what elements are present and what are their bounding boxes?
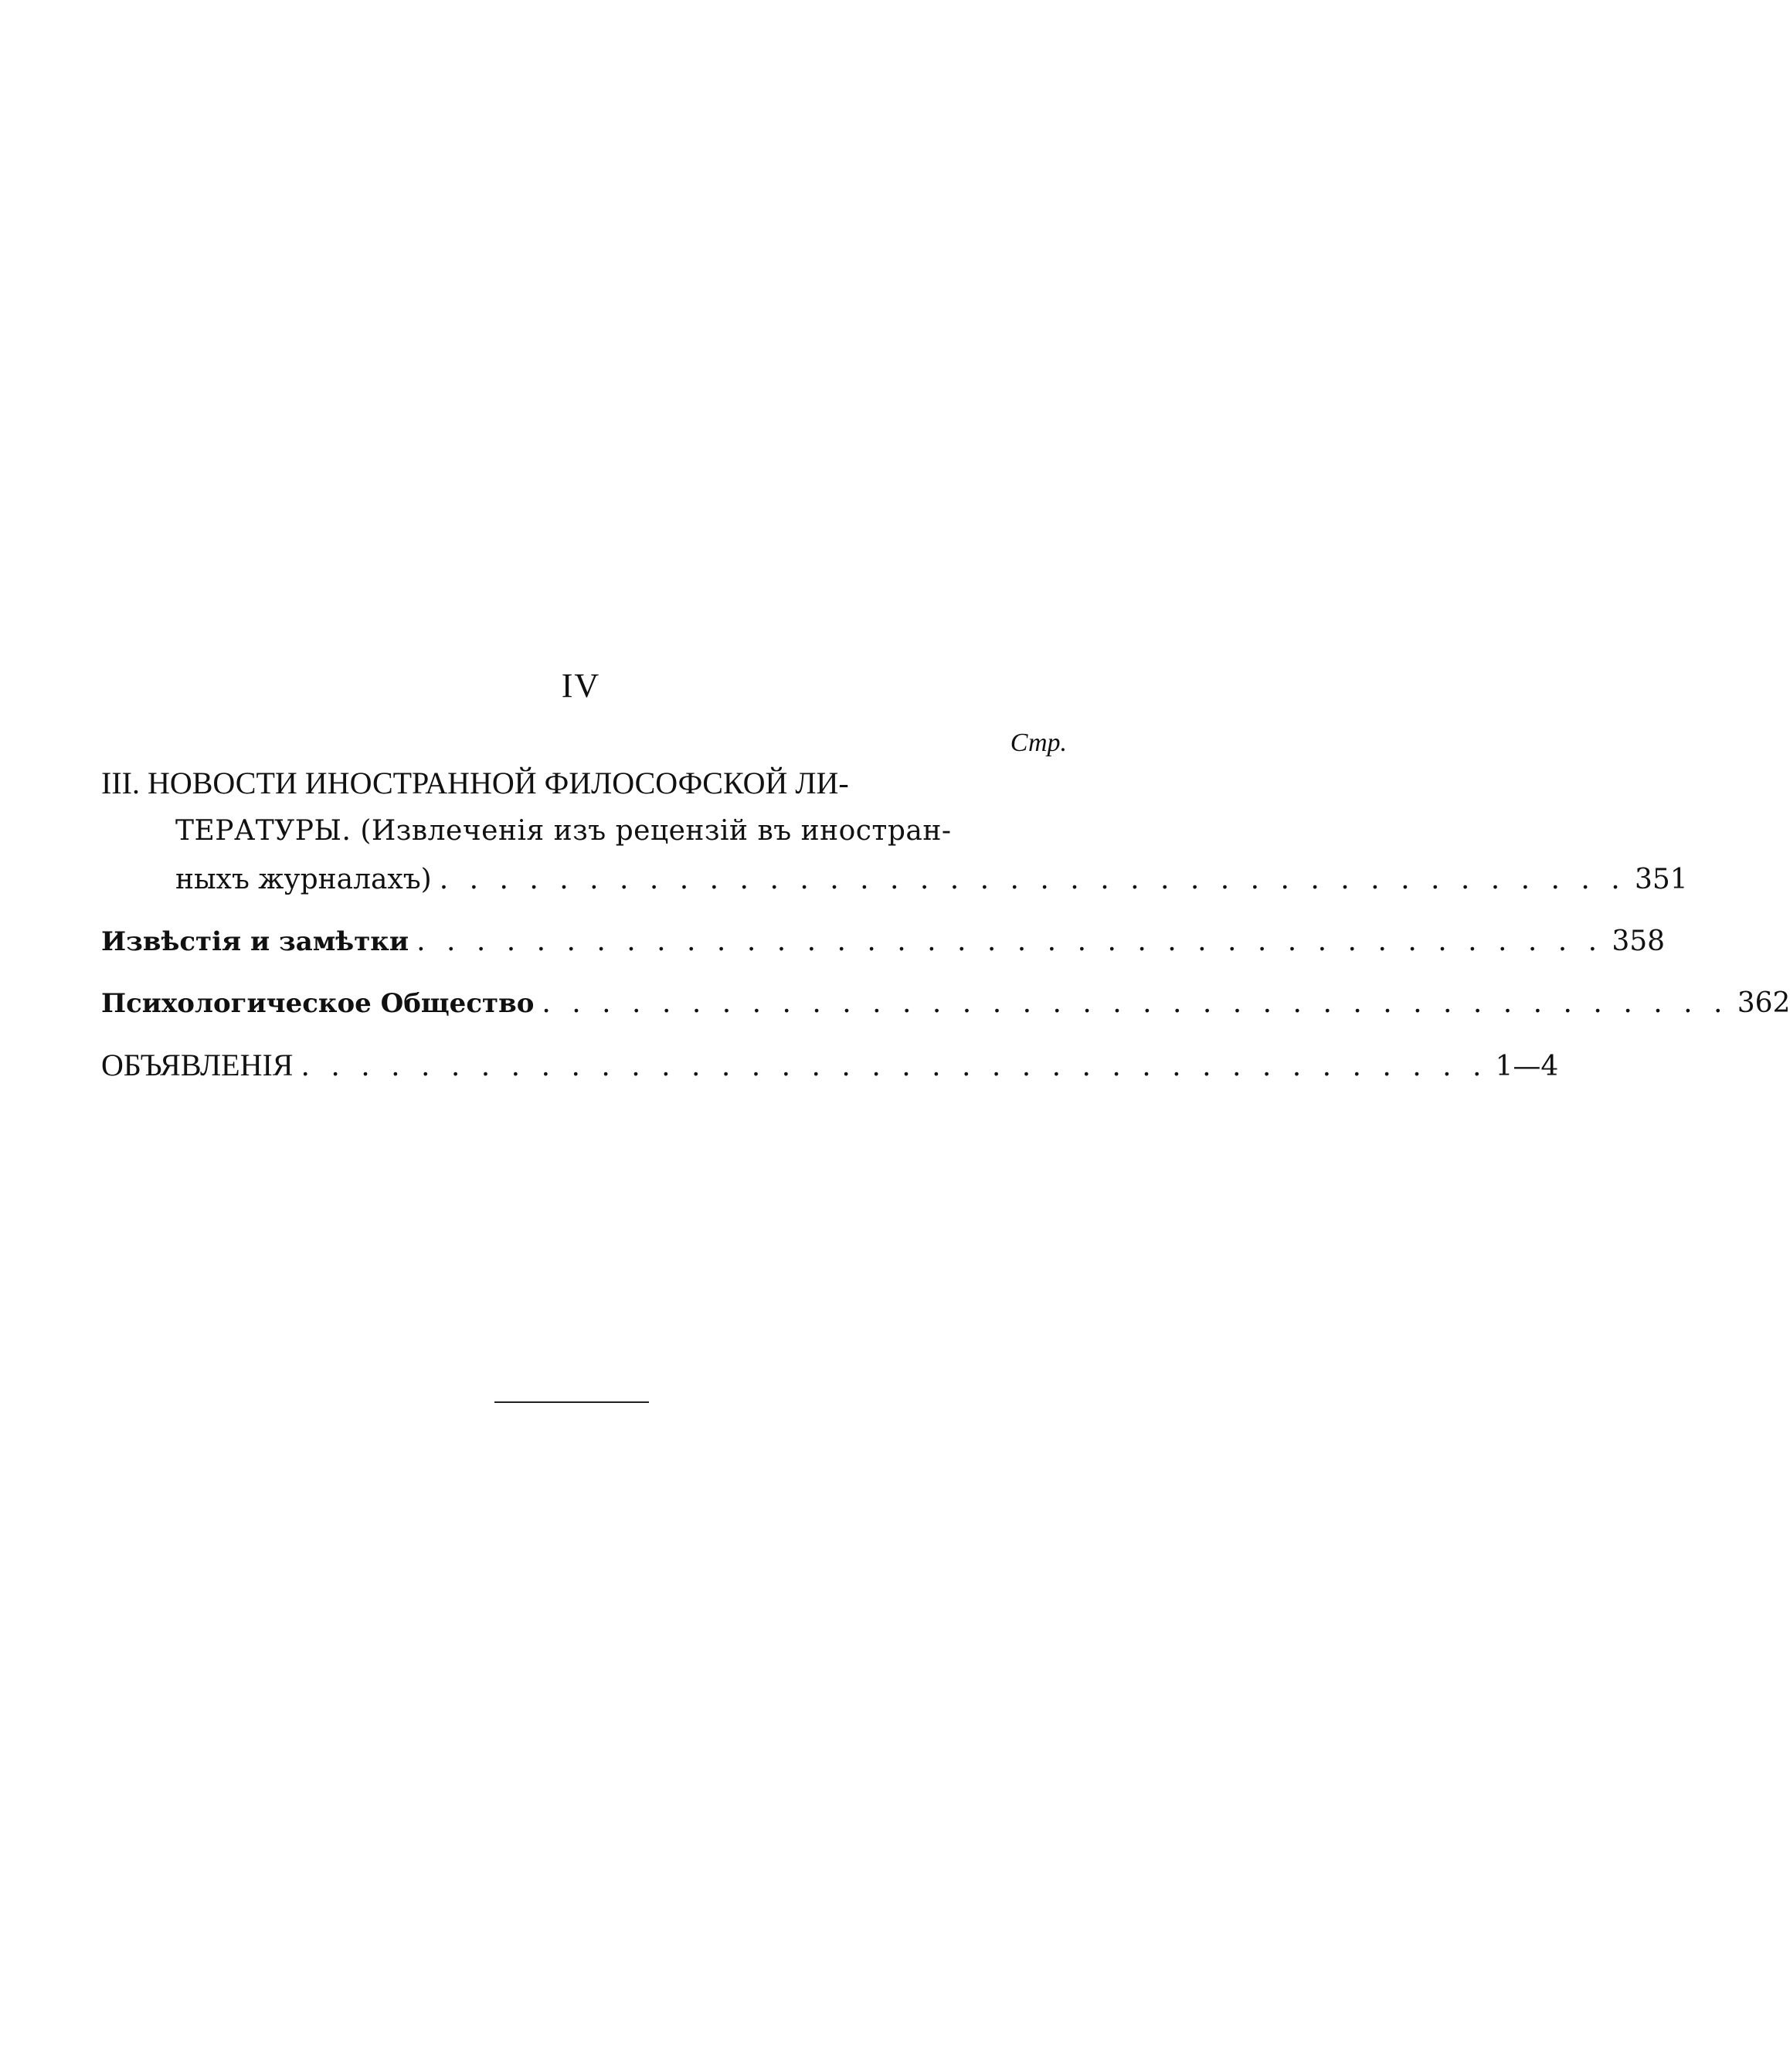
entry-page-number: 362 — [1737, 987, 1790, 1019]
table-of-contents — [101, 726, 1790, 1089]
entry-title: Психологическое Общество — [101, 988, 535, 1019]
entry-page-number: 351 — [1635, 864, 1688, 895]
toc-entry-foreign-literature — [101, 760, 1688, 904]
toc-entry-news-notes — [101, 918, 1666, 966]
entry-page-number: 358 — [1612, 926, 1666, 957]
entry-title: Извѣстія и замѣтки — [101, 926, 409, 957]
page-column-header: Стр. — [1010, 729, 1067, 757]
dot-leader: . . . . . . . . . . . . . . . . . . . . . . . . . . . . . . . . . . . . . . . . — [542, 987, 1729, 1019]
closing-rule — [494, 1401, 649, 1403]
entry-title-line-2: ТЕРАТУРЫ. (Извлеченія изъ рецензій въ иностран- — [175, 815, 952, 847]
dot-leader: . . . . . . . . . . . . . . . . . . . . . . . . . . . . . . . . . . . . . . . . — [416, 926, 1604, 957]
toc-entry-psychological-society — [101, 980, 1790, 1028]
entry-page-number: 1—4 — [1495, 1051, 1559, 1082]
page-number: IV — [561, 667, 601, 705]
section-numeral: III. — [101, 766, 140, 800]
entry-title-line-3: ныхъ журналахъ) — [175, 864, 432, 895]
entry-title-line-1: НОВОСТИ ИНОСТРАННОЙ ФИЛОСОФСКОЙ ЛИ- — [147, 766, 849, 800]
dot-leader: . . . . . . . . . . . . . . . . . . . . . . . . . . . . . . . . . . . . . . . . — [301, 1051, 1488, 1082]
entry-title: ОБЪЯВЛЕНІЯ — [101, 1048, 294, 1082]
dot-leader: . . . . . . . . . . . . . . . . . . . . . . . . . . . . . . . . . . . . . . . . — [439, 864, 1626, 895]
toc-entry-announcements — [101, 1041, 1559, 1089]
